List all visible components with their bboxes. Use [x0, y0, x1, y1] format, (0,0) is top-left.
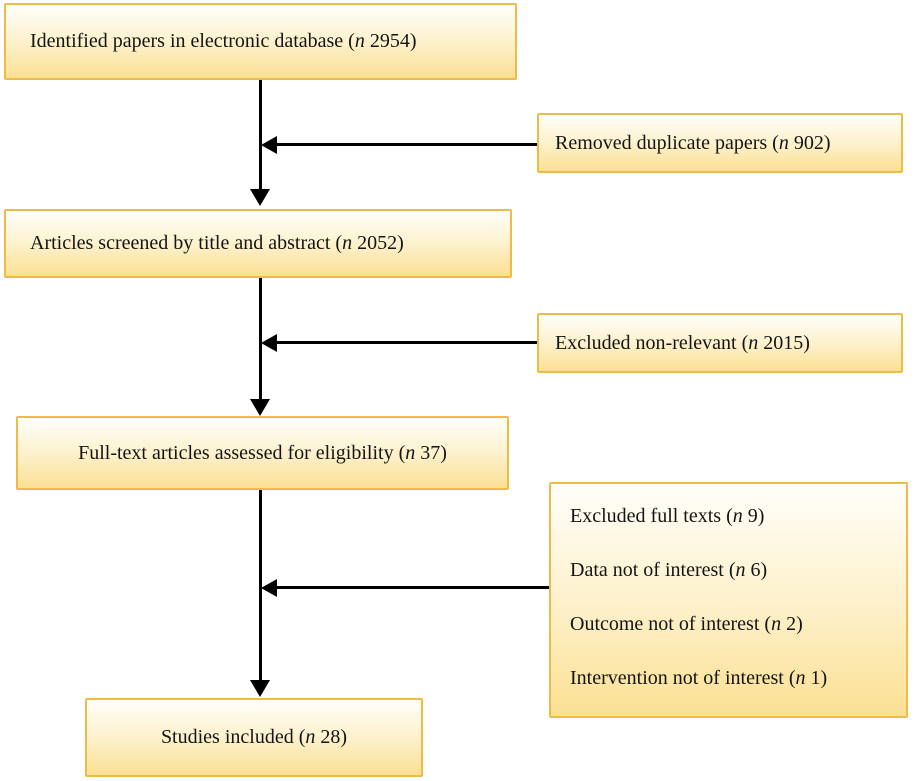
- arrowhead-down-icon: [250, 189, 270, 206]
- label-prefix: Articles screened by title and abstract (: [30, 232, 343, 254]
- excluded-fulltext-line-1: [570, 489, 906, 543]
- arrowhead-left-icon: [261, 136, 277, 154]
- label-suffix: 9): [742, 505, 765, 527]
- arrowhead-left-icon: [261, 579, 277, 597]
- label-suffix: 37): [415, 441, 447, 464]
- label-n-italic: n: [305, 726, 316, 748]
- box-identified-papers: [4, 3, 517, 80]
- excluded-fulltext-line-4: [570, 651, 906, 705]
- arrowhead-down-icon: [250, 680, 270, 697]
- box-studies-included-label: [161, 726, 347, 749]
- box-excluded-nonrelevant-label: [555, 332, 810, 355]
- label-prefix: Data not of interest (: [570, 559, 736, 581]
- label-prefix: Studies included (: [160, 726, 306, 748]
- box-studies-included: [85, 698, 423, 777]
- box-identified-papers-label: [30, 30, 417, 53]
- label-n-italic: n: [748, 331, 759, 354]
- label-prefix: Excluded full texts (: [570, 505, 733, 527]
- box-excluded-nonrelevant: [537, 313, 903, 373]
- label-n-italic: n: [342, 232, 353, 254]
- label-prefix: Full-text articles assessed for eligibility (: [78, 441, 406, 464]
- arrowhead-left-icon: [261, 334, 277, 352]
- label-n-italic: n: [795, 667, 806, 689]
- label-prefix: Excluded non-relevant (: [555, 331, 749, 354]
- box-fulltext-assessed: [16, 416, 509, 490]
- label-prefix: Removed duplicate papers (: [555, 131, 779, 154]
- excluded-fulltext-line-3: [570, 597, 906, 651]
- label-n-italic: n: [771, 613, 782, 635]
- label-n-italic: n: [405, 441, 416, 464]
- label-suffix: 2): [781, 613, 803, 635]
- box-articles-screened-label: [30, 232, 404, 255]
- label-prefix: Intervention not of interest (: [570, 667, 796, 689]
- label-n-italic: n: [778, 131, 789, 154]
- label-prefix: Identified papers in electronic database (: [30, 30, 355, 52]
- arrow-line-excluded-fulltext: [276, 586, 549, 589]
- arrow-line-identified-to-screened: [259, 80, 262, 190]
- box-removed-duplicates: [537, 113, 903, 173]
- label-suffix: 1): [805, 667, 828, 689]
- label-n-italic: n: [354, 30, 365, 52]
- label-suffix: 2954): [364, 30, 417, 52]
- label-n-italic: n: [735, 559, 746, 581]
- excluded-fulltext-line-2: [570, 543, 906, 597]
- box-articles-screened: [4, 209, 512, 278]
- box-excluded-fulltext: [549, 482, 908, 718]
- label-suffix: 2015): [758, 331, 810, 354]
- arrow-line-excluded-nonrelevant: [276, 341, 537, 344]
- label-suffix: 902): [788, 131, 831, 154]
- label-suffix: 2052): [352, 232, 404, 254]
- label-suffix: 6): [745, 559, 768, 581]
- arrow-line-removed-duplicates: [276, 143, 537, 146]
- box-removed-duplicates-label: [555, 132, 830, 155]
- arrowhead-down-icon: [250, 399, 270, 416]
- label-prefix: Outcome not of interest (: [570, 613, 772, 635]
- label-suffix: 28): [315, 726, 348, 748]
- label-n-italic: n: [732, 505, 743, 527]
- box-fulltext-assessed-label: [78, 442, 447, 465]
